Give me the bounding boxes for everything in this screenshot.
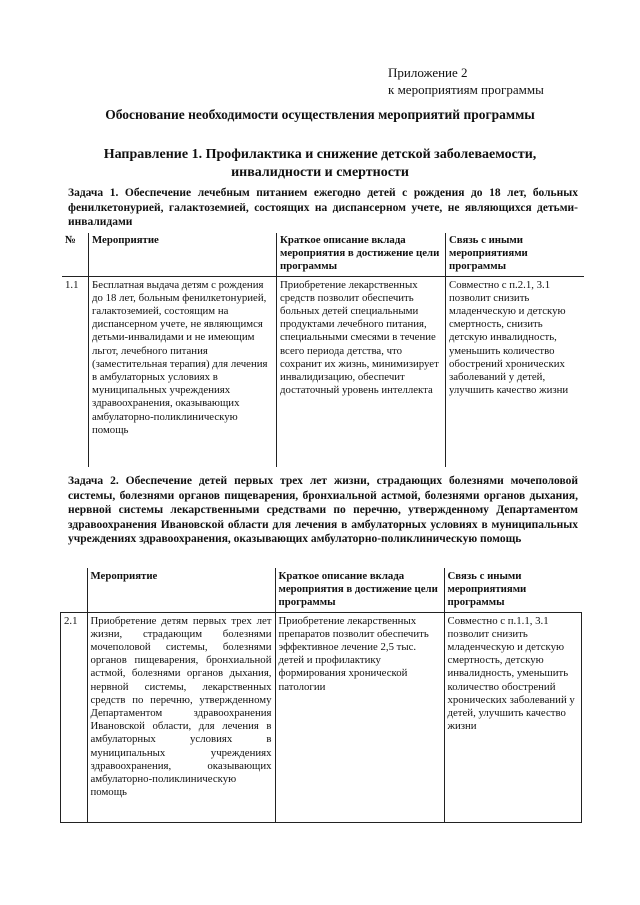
- task-2-heading: Задача 2. Обеспечение детей первых трех лет жизни, страдающих болезнями мочеполовой системы, болезнями органов пищеварения, бронхиальной астмой, болезнями органов дыхания, нервной системы лекарственными средствами по перечню, утвержденному Департаментом здравоохранения Ивановской области для лечения в амбулаторных условиях в муниципальных учреждениях здравоохранения, оказывающих амбулаторно-поликлиническую помощь: [68, 475, 578, 545]
- table-row: [62, 276, 584, 467]
- row-activity: Приобретение детям первых трех лет жизни, страдающим болезнями мочеполовой системы, болезнями органов пищеварения, бронхиальной астмой, болезнями органов дыхания, нервной системы, лекарственных средств по перечню, утвержденному Департаментом здравоохранения Ивановской области, для лечения в амбулаторных условиях в муниципальных учреждениях здравоохранения, оказывающих амбулаторно-поликлиническую помощь: [87, 612, 275, 822]
- row-description: Приобретение лекарственных средств позволит обеспечить больных детей специальными продуктами лечебного питания, специальными смесями в течение всего периода детства, что сохранит их жизнь, минимизирует инвалидизацию, обеспечит достаточный уровень интеллекта: [277, 276, 446, 467]
- table-header-row: [61, 568, 582, 612]
- appendix-line-1: Приложение 2: [388, 65, 468, 80]
- row-relation: Совместно с п.2.1, 3.1 позволит снизить младенческую и детскую смертность, снизить детскую инвалидность, уменьшить количество обострений хронических заболеваний у детей, улучшить качество жизни: [446, 276, 585, 467]
- header-activity: Мероприятие: [87, 568, 275, 612]
- header-activity: Мероприятие: [89, 233, 277, 276]
- row-num: 2.1: [61, 612, 88, 822]
- direction-title-line-1: Направление 1. Профилактика и снижение детской заболеваемости,: [103, 147, 537, 162]
- row-num: 1.1: [65, 278, 79, 291]
- header-num-empty: [61, 568, 88, 612]
- header-num: №: [62, 233, 89, 276]
- header-relation: Связь с иными мероприятиями программы: [444, 568, 582, 612]
- header-description: Краткое описание вклада мероприятия в достижение цели программы: [275, 568, 444, 612]
- row-description: Приобретение лекарственных препаратов позволит обеспечить эффективное лечение 2,5 тыс. детей и профилактику формирования хронической патологии: [275, 612, 444, 822]
- row-relation: Совместно с п.1.1, 3.1 позволит снизить младенческую и детскую смертность, детскую инвалидность, уменьшить количество обострений хронических заболеваний у детей, улучшить качество жизни: [444, 612, 582, 822]
- table-row: [61, 612, 582, 822]
- header-description: Краткое описание вклада мероприятия в достижение цели программы: [277, 233, 446, 276]
- appendix-line-2: к мероприятиям программы: [388, 82, 544, 97]
- task-2-table: [60, 568, 582, 823]
- table-header-row: [62, 233, 584, 276]
- header-relation: Связь с иными мероприятиями программы: [446, 233, 585, 276]
- direction-title-line-2: инвалидности и смертности: [231, 165, 409, 180]
- task-1-table: [62, 233, 584, 467]
- row-activity: Бесплатная выдача детям с рождения до 18 лет, больным фенилкетонурией, галактоземией, состоящим на диспансерном учете, не являющимся детьми-инвалидами и не имеющим льгот, лечебного питания (заместительная терапия) для лечения в амбулаторных условиях в муниципальных учреждениях здравоохранения, оказывающих амбулаторно-поликлиническую помощь: [89, 276, 277, 467]
- task-1-heading: Задача 1. Обеспечение лечебным питанием ежегодно детей с рождения до 18 лет, больных фенилкетонурией, галактоземией, состоящих на диспансерном учете, не являющихся детьми-инвалидами: [68, 187, 578, 228]
- appendix-note: [388, 64, 544, 98]
- direction-title: [60, 146, 580, 182]
- document-title: Обоснование необходимости осуществления мероприятий программы: [105, 107, 535, 122]
